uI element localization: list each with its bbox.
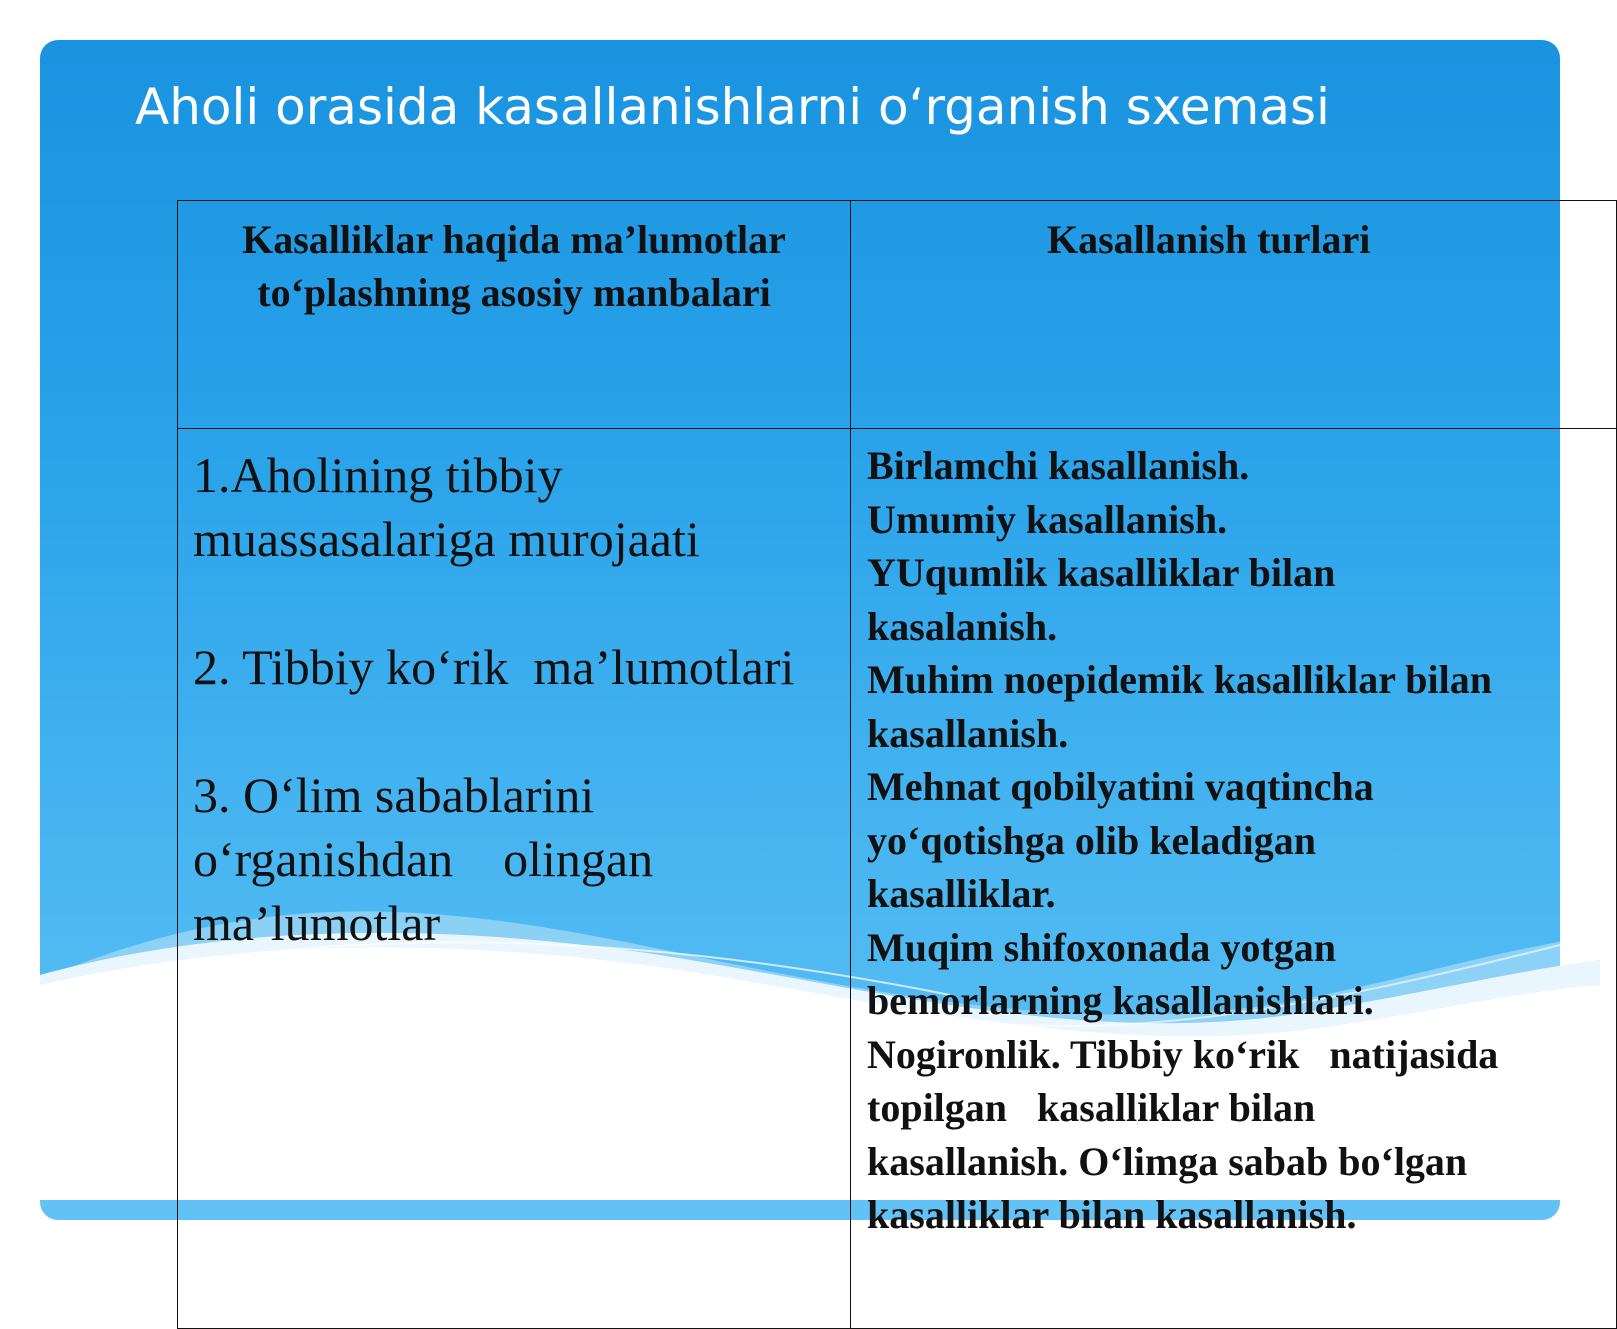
types-cell — [851, 429, 1617, 1329]
type-line: kasalliklar bilan kasallanish. — [867, 1192, 1357, 1237]
table-row — [178, 429, 1617, 1329]
type-line: Mehnat qobilyatini vaqtincha — [867, 764, 1374, 809]
type-line: Birlamchi kasallanish. — [867, 443, 1250, 488]
type-line: kasallanish. O‘limga sabab bo‘lgan — [867, 1138, 1468, 1184]
type-line: yo‘qotishga olib keladigan — [867, 817, 1317, 863]
type-line: YUqumlik kasalliklar bilan — [867, 550, 1336, 595]
type-line: Umumiy kasallanish. — [867, 496, 1228, 542]
source-item: 2. Tibbiy ko‘rik ma’lumotlari — [193, 639, 795, 695]
type-line: Nogironlik. Tibbiy ko‘rik natijasida — [867, 1031, 1499, 1077]
disease-table — [177, 200, 1617, 1329]
type-line: kasalanish. — [867, 603, 1058, 649]
type-line: bemorlarning kasallanishlari. — [867, 978, 1374, 1023]
table-header-row — [178, 201, 1617, 429]
type-line: kasallanish. — [867, 710, 1069, 756]
type-line: Muhim noepidemik kasalliklar bilan — [867, 657, 1492, 702]
source-item: 3. O‘lim sabablarini o‘rganishdan olingan ma’lumotlar — [193, 767, 654, 951]
type-line: kasalliklar. — [867, 871, 1056, 916]
header-types: Kasallanish turlari — [851, 201, 1617, 429]
type-line: Muqim shifoxonada yotgan — [867, 924, 1336, 970]
type-line: topilgan kasalliklar bilan — [867, 1085, 1316, 1130]
sources-cell — [178, 429, 851, 1329]
source-item: 1.Aholining tibbiy muassasalariga murojaati — [193, 447, 700, 567]
header-sources: Kasalliklar haqida ma’lumotlar to‘plashning asosiy manbalari — [178, 201, 851, 429]
slide-title: Aholi orasida kasallanishlarni o‘rganish sxemasi — [135, 78, 1330, 136]
